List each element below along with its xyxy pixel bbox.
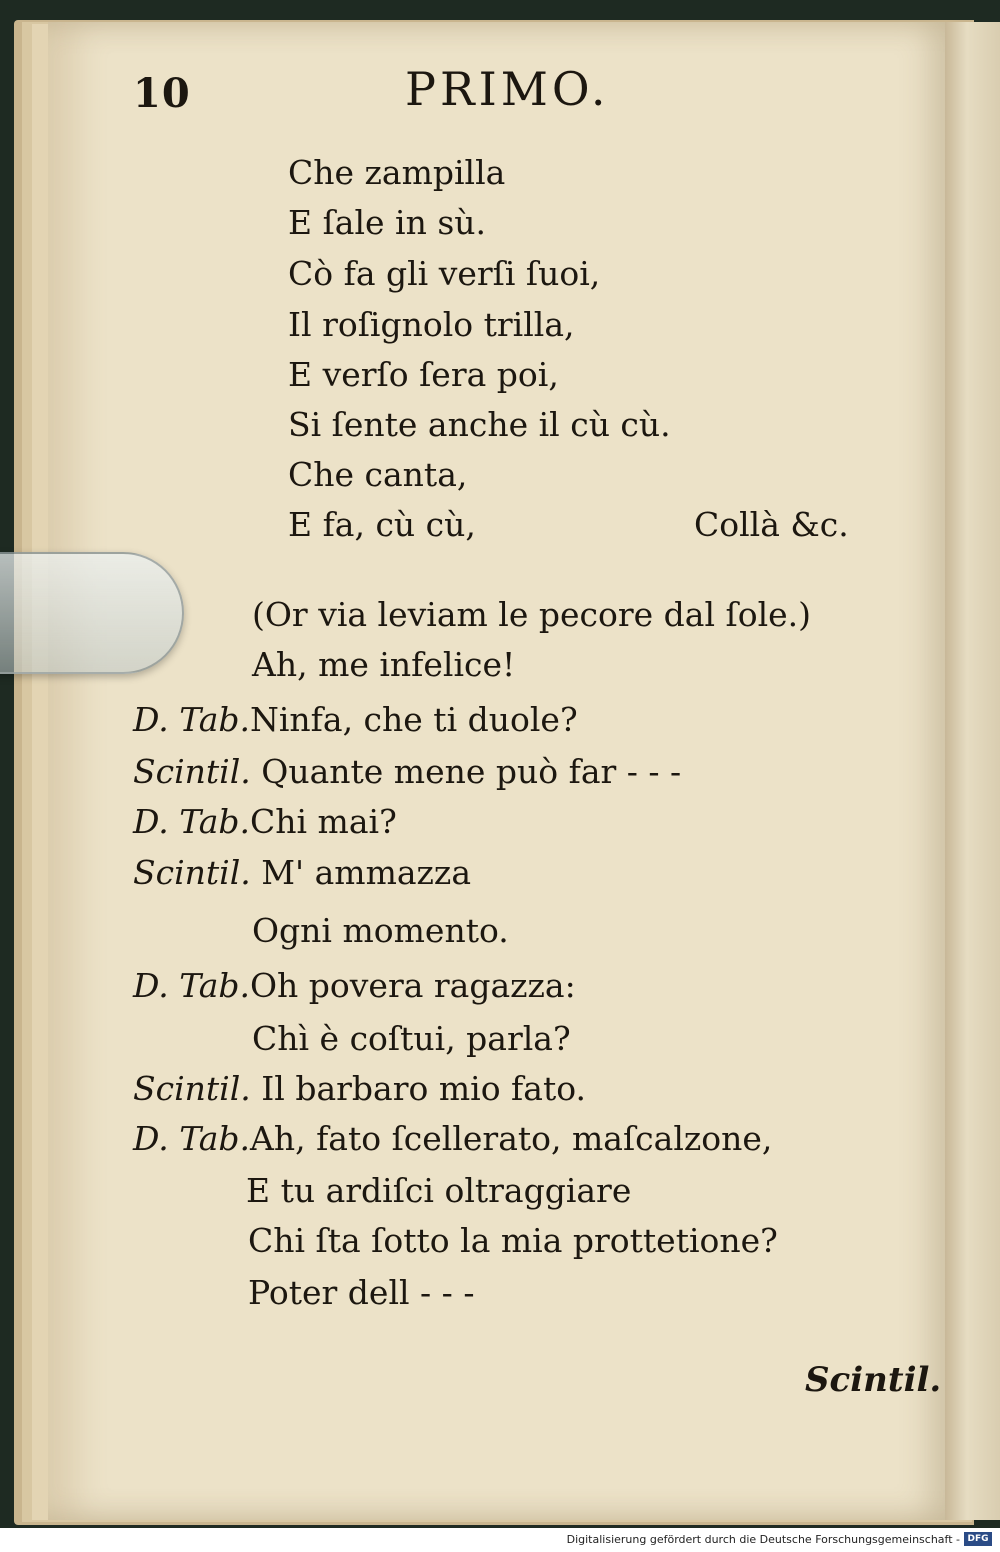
dialogue-line: D. Tab.Ah, fato ſcellerato, maſcalzone, [133, 1119, 773, 1158]
speaker-label: D. Tab. [133, 802, 250, 841]
speaker-label: Scintil. [133, 1069, 251, 1108]
verse-line: Ogni momento. [252, 911, 509, 950]
speaker-label: D. Tab. [133, 700, 250, 739]
verse-line: Chì è coſtui, parla? [252, 1019, 571, 1058]
speaker-label: Scintil. [133, 752, 251, 791]
verse-line: E ſale in sù. [288, 203, 487, 242]
catchword: Scintil. [805, 1360, 942, 1400]
speaker-label: Scintil. [133, 853, 251, 892]
dialogue-line: D. Tab.Ninfa, che ti duole? [133, 700, 578, 739]
verse-line: Cò fa gli verſi ſuoi, [288, 254, 601, 293]
footer-bar [0, 1528, 1000, 1552]
dialogue-line: Scintil. Il barbaro mio fato. [133, 1069, 586, 1108]
dialogue-line: Scintil. Quante mene può far - - - [133, 752, 682, 791]
dfg-logo: DFG [964, 1532, 992, 1546]
verse-line: E tu ardiſci oltraggiare [246, 1171, 632, 1210]
speaker-label: D. Tab. [133, 1119, 250, 1158]
stage-direction: (Or via leviam le pecore dal ſole.) [252, 595, 812, 634]
verse-line: Si ſente anche il cù cù. [288, 405, 671, 444]
dialogue-line: D. Tab.Chi mai? [133, 802, 397, 841]
stage-aside: Collà &c. [694, 505, 849, 544]
dialogue-line: D. Tab.Oh povera ragazza: [133, 966, 576, 1005]
dialogue-line: Scintil. M' ammazza [133, 853, 471, 892]
speaker-label: D. Tab. [133, 966, 250, 1005]
verse-line: Chi ſta ſotto la mia prottetione? [248, 1221, 778, 1260]
verse-line: Che zampilla [288, 153, 506, 192]
verse-line: Ah, me infelice! [252, 645, 516, 684]
verse-line: Il roſignolo trilla, [288, 305, 575, 344]
page-number: 10 [133, 70, 191, 117]
digitization-credit: Digitalisierung gefördert durch die Deutsche Forschungsgemeinschaft - [566, 1533, 960, 1546]
verse-line: Poter dell - - - [248, 1273, 475, 1312]
running-header: PRIMO. [405, 62, 610, 116]
verse-line: E verſo ſera poi, [288, 355, 559, 394]
verse-line: Che canta, [288, 455, 468, 494]
verse-line: E fa, cù cù, [288, 505, 476, 544]
